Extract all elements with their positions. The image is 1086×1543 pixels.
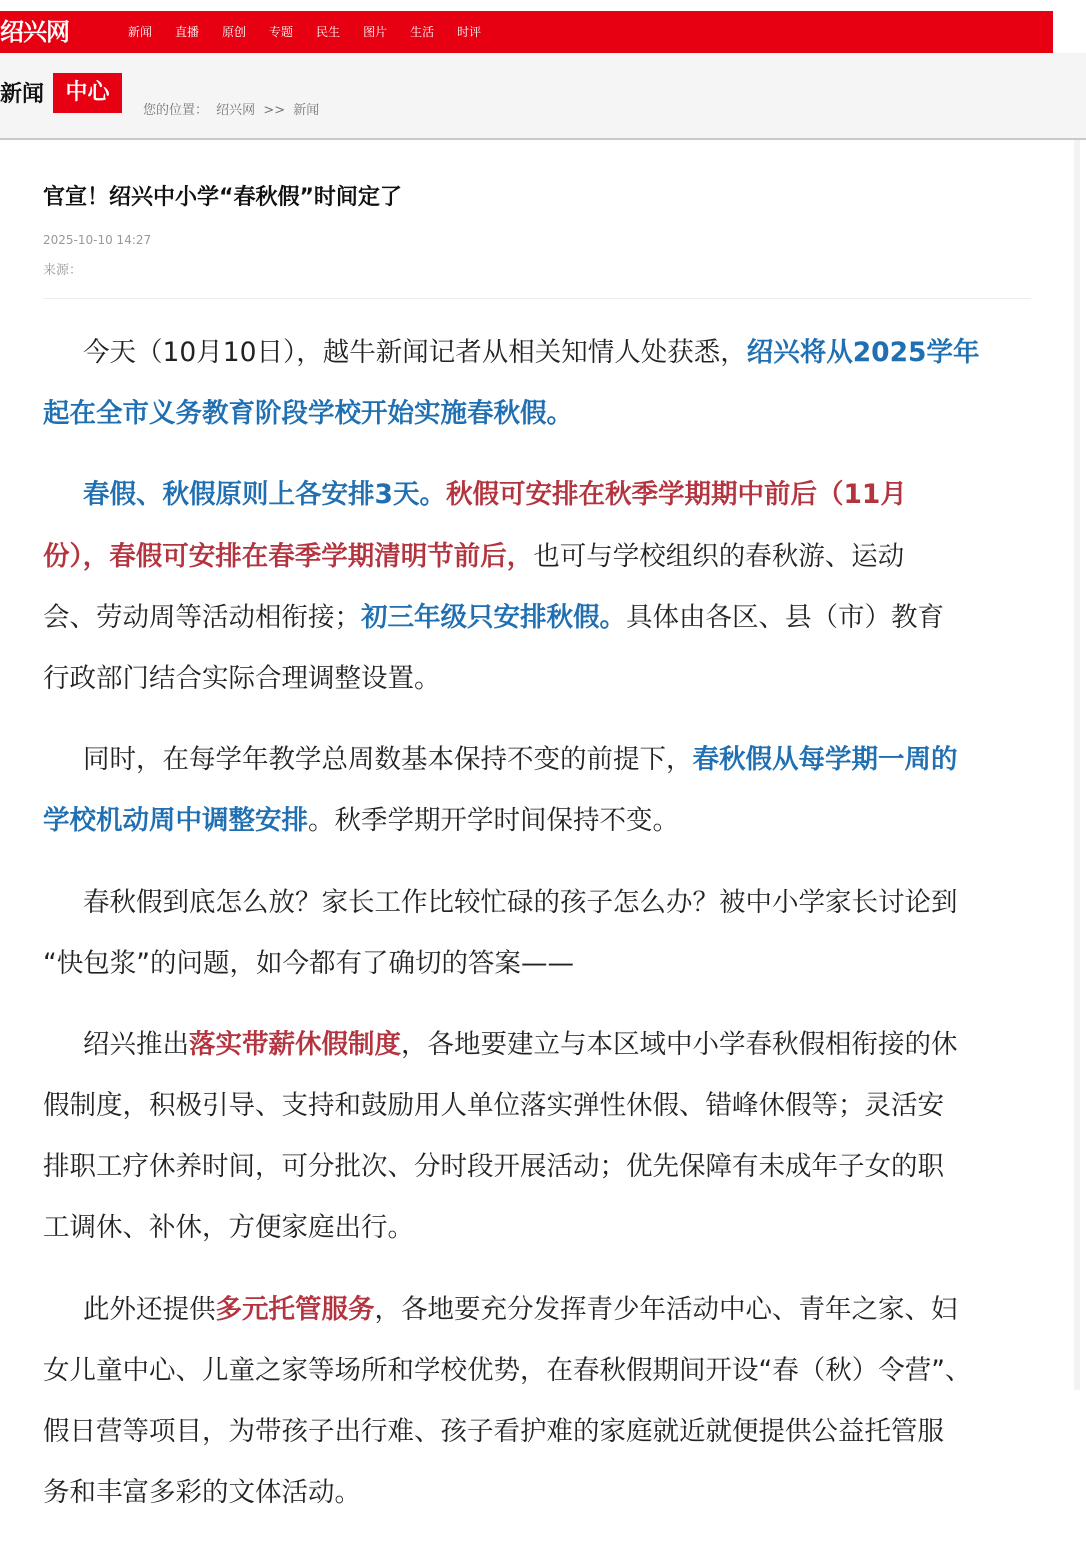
text-line	[43, 1014, 1031, 1075]
paragraph-1	[43, 322, 1031, 444]
breadcrumb-separator: >>	[263, 103, 286, 118]
text-line: 工调休、补休，方便家庭出行。	[43, 1212, 414, 1244]
text-span: 。秋季学期开学时间保持不变。	[308, 805, 679, 837]
breadcrumb-current[interactable]: 新闻	[293, 103, 320, 118]
highlight-red: 秋假可安排在秋季学期期中前后（11月	[445, 479, 907, 511]
site-logo[interactable]: 绍兴网	[0, 17, 69, 46]
text-span: 具体由各区、县（市）教育	[626, 601, 944, 633]
highlight-blue: 绍兴将从2025学年	[746, 337, 980, 368]
highlight-blue: 春秋假从每学期一周的	[692, 744, 958, 776]
paragraph-2	[43, 464, 1031, 709]
breadcrumb-label: 您的位置：	[143, 103, 209, 118]
text-span: 会、劳动周等活动相衔接；	[43, 601, 361, 633]
paragraph-5	[43, 1014, 1031, 1259]
paragraph-6	[43, 1279, 1031, 1524]
highlight-red: 份），春假可安排在春季学期清明节前后，	[43, 540, 534, 572]
text-line: “快包浆”的问题，如今都有了确切的答案——	[43, 947, 574, 979]
highlight-blue: 学校机动周中调整安排	[43, 805, 308, 837]
text-span: 绍兴推出	[83, 1028, 189, 1060]
header-divider	[43, 298, 1031, 299]
nav-item-commentary[interactable]: 时评	[457, 25, 482, 39]
nav-item-news[interactable]: 新闻	[128, 25, 153, 39]
section-header	[0, 53, 1086, 140]
highlight-red: 多元托管服务	[215, 1293, 375, 1325]
text-line: 假制度，积极引导、支持和鼓励用人单位落实弹性休假、错峰休假等；灵活安	[43, 1090, 944, 1122]
nav-item-photos[interactable]: 图片	[363, 25, 388, 39]
scrollbar-track[interactable]	[1074, 140, 1080, 1390]
text-line: 女儿童中心、儿童之家等场所和学校优势，在春秋假期间开设“春（秋）令营”、	[43, 1354, 972, 1386]
highlight-red: 落实带薪休假制度	[189, 1028, 401, 1060]
text-line	[43, 322, 1031, 383]
text-line: 务和丰富多彩的文体活动。	[43, 1477, 361, 1509]
text-span: 也可与学校组织的春秋游、运动	[533, 540, 905, 572]
text-line	[43, 587, 1031, 648]
highlight-blue: 起在全市义务教育阶段学校开始实施春秋假。	[43, 398, 573, 430]
text-line: 春秋假到底怎么放？家长工作比较忙碌的孩子怎么办？被中小学家长讨论到	[83, 886, 958, 918]
text-line	[43, 464, 1031, 525]
article-date: 2025-10-10 14:27	[43, 233, 152, 247]
text-line	[43, 526, 1031, 587]
nav-item-livelihood[interactable]: 民生	[316, 25, 341, 39]
text-line	[43, 790, 1031, 851]
highlight-blue: 春假、秋假原则上各安排3天。	[83, 479, 446, 511]
text-span: ，各地要建立与本区域中小学春秋假相衔接的休	[401, 1028, 958, 1060]
nav-item-original[interactable]: 原创	[222, 25, 247, 39]
text-span: 同时，在每学年教学总周数基本保持不变的前提下，	[83, 744, 693, 776]
text-line	[43, 383, 1031, 444]
text-span: 今天（10月10日），越牛新闻记者从相关知情人处获悉，	[83, 337, 747, 368]
nav-item-live[interactable]: 直播	[175, 25, 200, 39]
paragraph-4	[43, 872, 1031, 994]
text-span: 此外还提供	[83, 1293, 216, 1325]
article-body	[43, 322, 1031, 1543]
breadcrumb	[143, 99, 323, 118]
text-line	[43, 1279, 1031, 1340]
breadcrumb-site-link[interactable]: 绍兴网	[216, 103, 256, 118]
section-title-news: 新闻	[0, 82, 45, 107]
text-span: ，各地要充分发挥青少年活动中心、青年之家、妇	[374, 1293, 958, 1325]
main-nav	[128, 11, 504, 53]
article-title: 官宣！绍兴中小学“春秋假”时间定了	[43, 185, 402, 210]
top-nav-bar	[0, 11, 1053, 53]
nav-item-life[interactable]: 生活	[410, 25, 435, 39]
article-source: 来源：	[43, 263, 83, 278]
highlight-blue: 初三年级只安排秋假。	[361, 601, 626, 633]
text-line: 行政部门结合实际合理调整设置。	[43, 662, 441, 694]
text-line: 排职工疗休养时间，可分批次、分时段开展活动；优先保障有未成年子女的职	[43, 1151, 944, 1183]
section-title-center: 中心	[53, 73, 122, 113]
text-line: 假日营等项目，为带孩子出行难、孩子看护难的家庭就近就便提供公益托管服	[43, 1416, 944, 1447]
paragraph-3	[43, 729, 1031, 851]
text-line	[43, 729, 1031, 790]
nav-item-topics[interactable]: 专题	[269, 25, 294, 39]
